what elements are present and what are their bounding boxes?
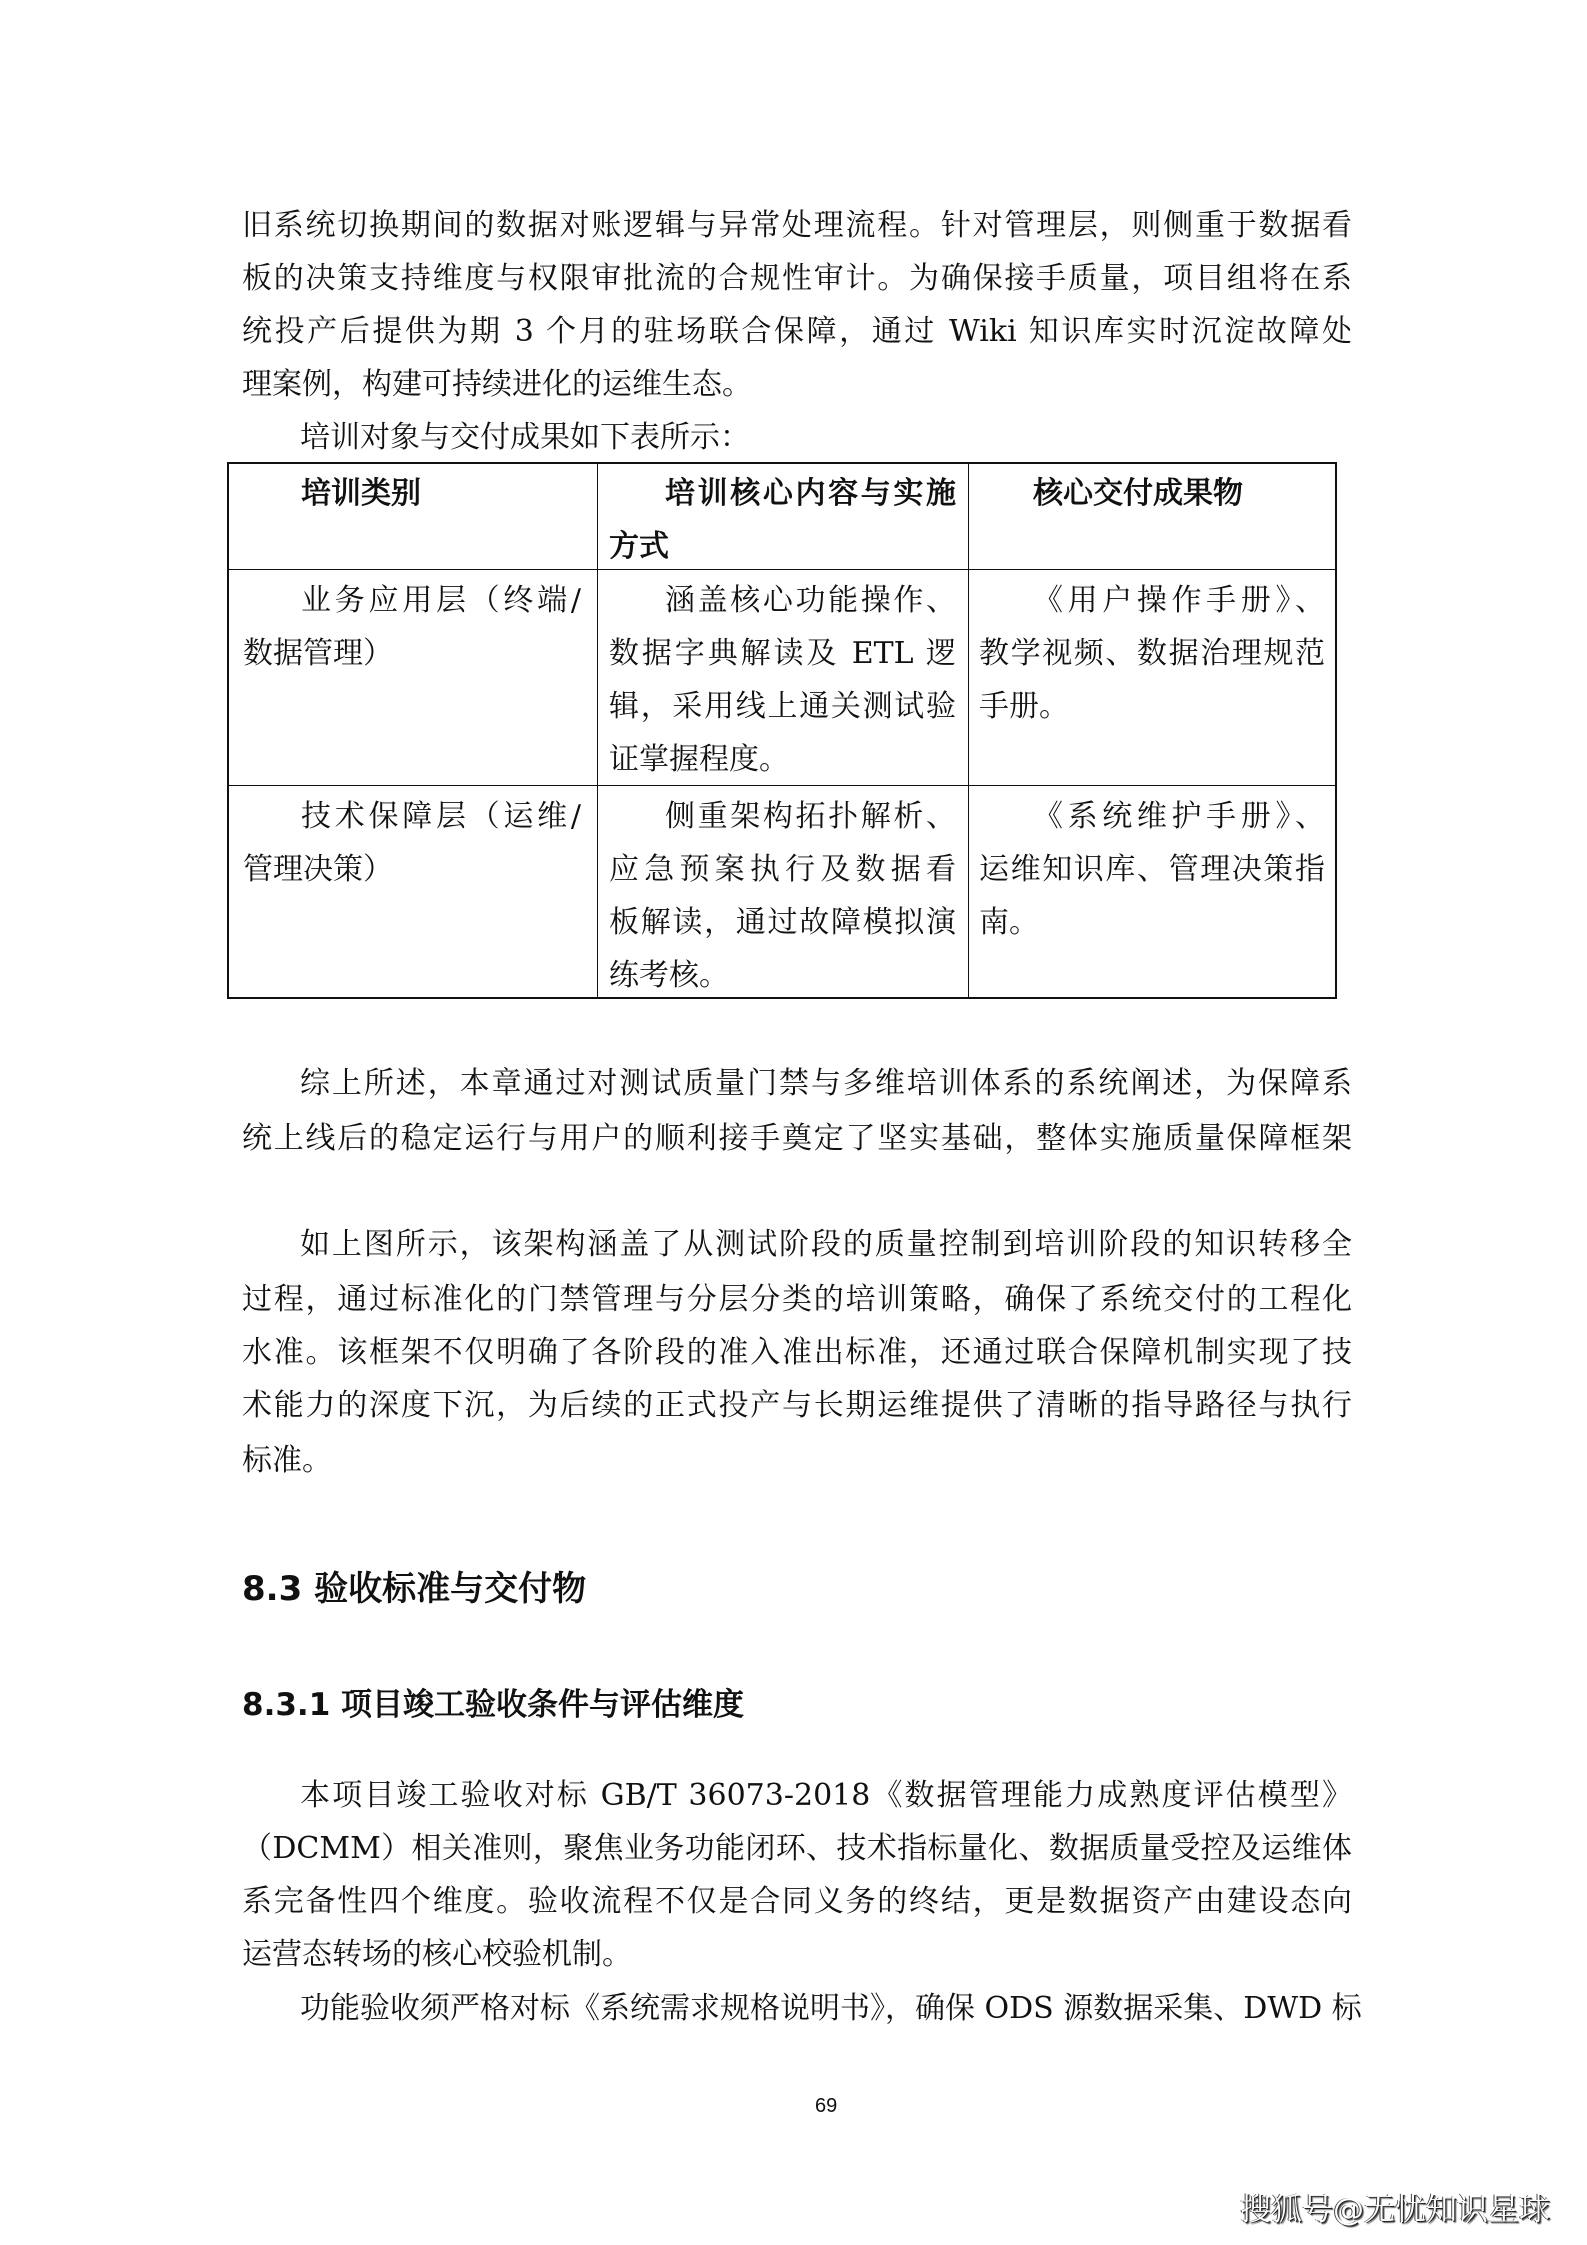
- table-row-divider: [229, 569, 1335, 570]
- functional-acceptance-text: 功能验收须严格对标《系统需求规格说明书》，确保 ODS 源数据采集、DWD 标: [300, 1991, 1362, 2026]
- table-cell-content: 辑，采用线上通关测试验: [609, 689, 956, 724]
- text-line: 理案例，构建可持续进化的运维生态。: [242, 367, 752, 402]
- text-line: 统投产后提供为期 3 个月的驻场联合保障，通过 Wiki 知识库实时沉淀故障处: [242, 314, 1352, 349]
- table-cell-category: 业务应用层（终端/: [301, 583, 581, 618]
- table-cell-category: 管理决策）: [243, 852, 393, 887]
- table-cell-content: 练考核。: [609, 958, 729, 993]
- table-cell-category: 数据管理）: [243, 636, 393, 671]
- table-cell-category: 技术保障层（运维/: [301, 799, 581, 834]
- table-cell-content: 板解读，通过故障模拟演: [609, 905, 956, 940]
- section-heading-8-3-1: 8.3.1 项目竣工验收条件与评估维度: [242, 1687, 745, 1723]
- table-row-divider: [229, 785, 1335, 786]
- training-deliverables-table: [227, 462, 1337, 999]
- table-cell-deliverables: 手册。: [979, 689, 1069, 724]
- table-cell-content: 涵盖核心功能操作、: [665, 583, 956, 618]
- text-line: （DCMM）相关准则，聚焦业务功能闭环、技术指标量化、数据质量受控及运维体: [242, 1831, 1352, 1866]
- text-line: 统上线后的稳定运行与用户的顺利接手奠定了坚实基础，整体实施质量保障框架: [242, 1121, 1352, 1156]
- table-cell-content: 应急预案执行及数据看: [609, 852, 956, 887]
- text-line: 运营态转场的核心校验机制。: [242, 1937, 632, 1972]
- text-line: 如上图所示，该架构涵盖了从测试阶段的质量控制到培训阶段的知识转移全: [300, 1227, 1352, 1262]
- table-header-category: 培训类别: [301, 476, 421, 511]
- table-cell-deliverables: 《用户操作手册》、: [1033, 583, 1325, 618]
- table-cell-content: 证掌握程度。: [609, 742, 789, 777]
- table-cell-deliverables: 教学视频、数据治理规范: [979, 636, 1325, 671]
- text-line: 水准。该框架不仅明确了各阶段的准入准出标准，还通过联合保障机制实现了技: [242, 1335, 1352, 1370]
- text-line: 标准。: [242, 1443, 332, 1478]
- table-header-deliverables: 核心交付成果物: [1033, 476, 1243, 511]
- text-line: 旧系统切换期间的数据对账逻辑与异常处理流程。针对管理层，则侧重于数据看: [242, 208, 1352, 243]
- watermark: 搜狐号@无忧知识星球: [1240, 2192, 1550, 2228]
- text-line: 本项目竣工验收对标 GB/T 36073-2018《数据管理能力成熟度评估模型》: [300, 1778, 1352, 1813]
- page-number: 69: [815, 2095, 838, 2117]
- table-header-content: 培训核心内容与实施: [665, 476, 956, 511]
- table-col-divider: [968, 464, 969, 997]
- table-intro-text: 培训对象与交付成果如下表所示：: [300, 420, 750, 455]
- text-line: 综上所述，本章通过对测试质量门禁与多维培训体系的系统阐述，为保障系: [300, 1066, 1352, 1101]
- table-cell-deliverables: 运维知识库、管理决策指: [979, 852, 1325, 887]
- table-cell-deliverables: 《系统维护手册》、: [1033, 799, 1325, 834]
- table-cell-content: 侧重架构拓扑解析、: [665, 799, 956, 834]
- text-line: 系完备性四个维度。验收流程不仅是合同义务的终结，更是数据资产由建设态向: [242, 1884, 1352, 1919]
- section-heading-8-3: 8.3 验收标准与交付物: [242, 1569, 587, 1609]
- text-line: 过程，通过标准化的门禁管理与分层分类的培训策略，确保了系统交付的工程化: [242, 1282, 1352, 1317]
- table-cell-content: 数据字典解读及 ETL 逻: [609, 636, 956, 671]
- table-cell-deliverables: 南。: [979, 905, 1039, 940]
- table-header-content-cont: 方式: [609, 529, 669, 564]
- text-line: 术能力的深度下沉，为后续的正式投产与长期运维提供了清晰的指导路径与执行: [242, 1388, 1352, 1423]
- text-line: 板的决策支持维度与权限审批流的合规性审计。为确保接手质量，项目组将在系: [242, 261, 1352, 296]
- table-col-divider: [597, 464, 598, 997]
